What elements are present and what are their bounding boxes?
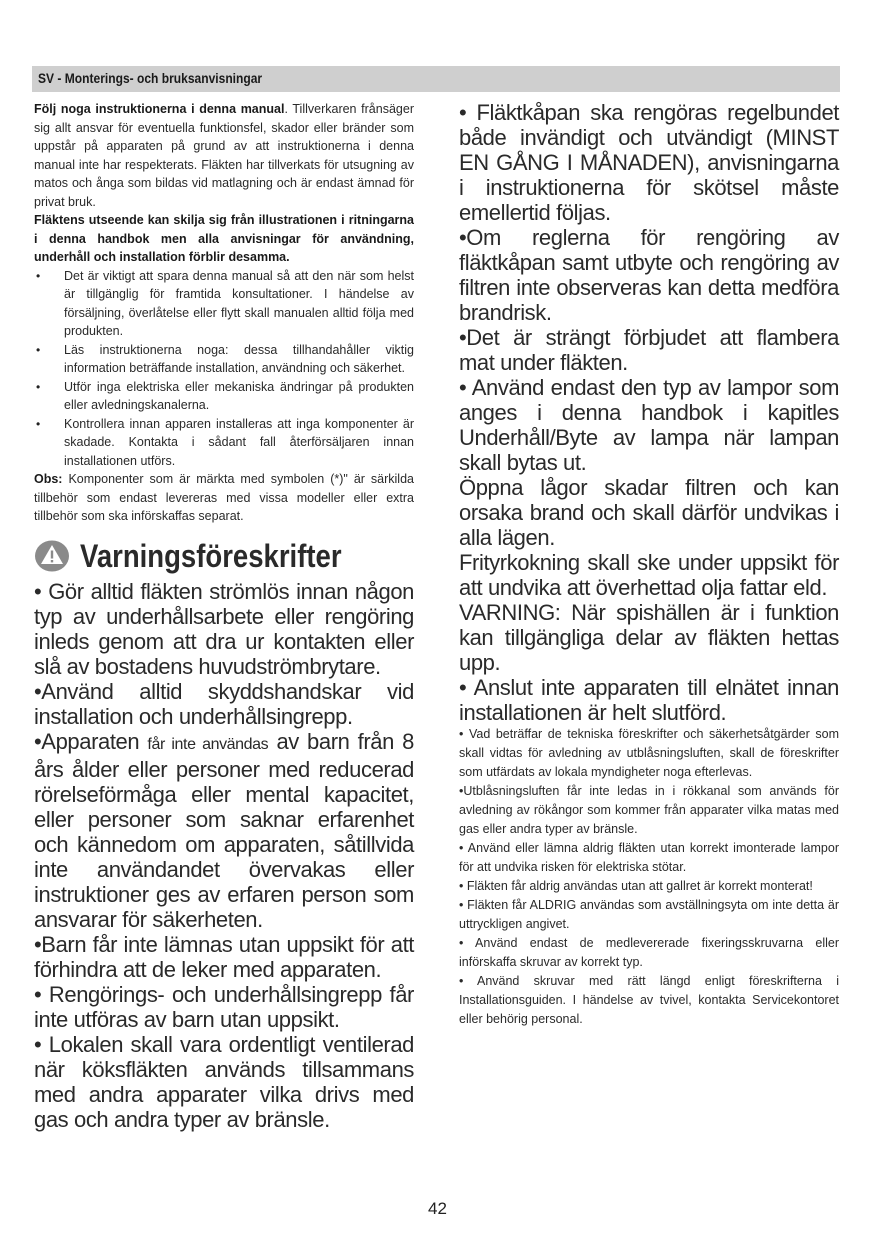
list-item: Öppna lågor skadar filtren och kan orsaka brand och skall därför undvikas i alla lägen. [459,475,839,550]
list-item: • Fläkten får aldrig användas utan att gallret är korrekt monterat! [459,879,813,893]
intro-text: . Tillverkaren frånsäger sig allt ansvar för eventuella funktionsfel, skador eller bränder som uppstår på apparaten på grund av att instruktionerna i denna manual inte har respekterats. Fläkten har tillverkats för utsugning av matos och ånga som bildas vid matlagning och är endast ämnad för privat bruk. [34,102,414,209]
list-item: • Använd endast de medlevererade fixeringsskruvarna eller införskaffa skruvar av korrekt typ. [459,936,839,969]
list-item: • Vad beträffar de tekniska föreskrifter och säkerhetsåtgärder som skall vidtas för avledning av utblåsningsluften, skall de föreskrifter som utfärdats av lokala myndigheter noga efterlevas. [459,727,839,779]
list-item: • Använd skruvar med rätt längd enligt föreskrifterna i Installationsguiden. I händelse av tvivel, kontakta Servicekontoret eller behörig personal. [459,974,839,1026]
list-item: • Använd endast den typ av lampor som anges i denna handbok i kapitles Underhåll/Byte av lampa när lampan skall bytas ut. [459,375,839,475]
warnings-title: Varningsföreskrifter [80,537,342,574]
list-item: • Fläktkåpan ska rengöras regelbundet både invändigt och utvändigt (MINST EN GÅNG I MÅNADEN), anvisningarna i instruktionerna för skötsel måste emellertid följas. [459,100,839,225]
right-column [459,100,839,1029]
section-header-bar [32,66,840,92]
apparaten-end: av barn från 8 års ålder eller personer med reducerad rörelseförmåga eller mental kapacitet, eller personer som saknar erfarenhet och kännedom om apparaten, såtillvida inte användandet övervakas eller instruktioner ges av erfaren person som ansvarar för säkerheten. [34,728,414,932]
warnings-heading [34,538,414,575]
warning-icon [34,539,70,573]
appearance-note-text: Fläktens utseende kan skilja sig från illustrationen i ritningarna i denna handbok men alla anvisningar för användning, underhåll och installation förblir desamma. [34,213,414,264]
apparaten-small: får inte användas [147,735,269,753]
warnings-left-list [34,579,414,1132]
appearance-note [34,211,414,267]
list-item: • Det är viktigt att spara denna manual så att den när som helst är tillgänglig för framtida konsultationer. I händelse av försäljning, överlåtelse eller flytt skall manualen alltid följa med produkten. [34,267,414,341]
list-item: •Utblåsningsluften får inte ledas in i rökkanal som används för avledning av rökångor som kommer från apparater vilka matas med gas eller andra typer av bränsle. [459,784,839,836]
list-item: • Utför inga elektriska eller mekaniska ändringar på produkten eller avledningskanalerna. [34,378,414,415]
section-title: SV - Monterings- och bruksanvisningar [38,70,263,86]
intro-bullets [34,267,414,471]
list-item: •Använd alltid skyddshandskar vid installation och underhållsingrepp. [34,678,414,729]
list-item: • Gör alltid fläkten strömlös innan någon typ av underhållsarbete eller rengöring inleds genom att dra ur kontakten eller slå av bostadens huvudströmbrytare. [34,578,414,679]
list-item: VARNING: När spishällen är i funktion kan tillgängliga delar av fläkten hettas upp. [459,600,839,675]
list-item: • Anslut inte apparaten till elnätet innan installationen är helt slutförd. [459,675,839,725]
list-item: • Använd eller lämna aldrig fläkten utan korrekt imonterade lampor för att undvika risken för elektriska stötar. [459,841,839,874]
list-item: •Om reglerna för rengöring av fläktkåpan samt utbyte och rengöring av filtren inte observeras kan detta medföra brandrisk. [459,225,839,325]
page-number: 42 [428,1199,447,1218]
list-item: • Lokalen skall vara ordentligt ventilerad när köksfläkten används tillsammans med andra apparater vilka drivs med gas och andra typer av bränsle. [34,1031,414,1132]
list-item: •Barn får inte lämnas utan uppsikt för att förhindra att de leker med apparaten. [34,931,414,982]
obs-note [34,470,414,526]
list-item: • Kontrollera innan apparen installeras att inga komponenter är skadade. Kontakta i sådant fall återförsäljaren innan installationen utförs. [34,415,414,471]
list-item: Frityrkokning skall ske under uppsikt för att undvika att överhettad olja fattar eld. [459,550,839,600]
warnings-right-small-list [459,725,839,1029]
list-item: • Läs instruktionerna noga: dessa tillhandahåller viktig information beträffande installation, användning och säkerhet. [34,341,414,378]
list-item: • Rengörings- och underhållsingrepp får inte utföras av barn utan uppsikt. [34,981,414,1032]
list-item [34,729,414,932]
warnings-right-list [459,100,839,725]
intro-paragraph [34,100,414,211]
list-item: • Fläkten får ALDRIG användas som avställningsyta om inte detta är uttryckligen angivet. [459,898,839,931]
left-column [34,100,414,1132]
obs-label: Obs: [34,472,63,486]
intro-bold: Följ noga instruktionerna i denna manual [34,102,285,116]
apparaten-start: •Apparaten [34,728,148,754]
list-item: •Det är strängt förbjudet att flambera mat under fläkten. [459,325,839,375]
obs-text: Komponenter som är märkta med symbolen (*)" är särkilda tillbehör som endast levereras med vissa modeller eller extra tillbehör som ska införskaffas separat. [34,472,414,523]
